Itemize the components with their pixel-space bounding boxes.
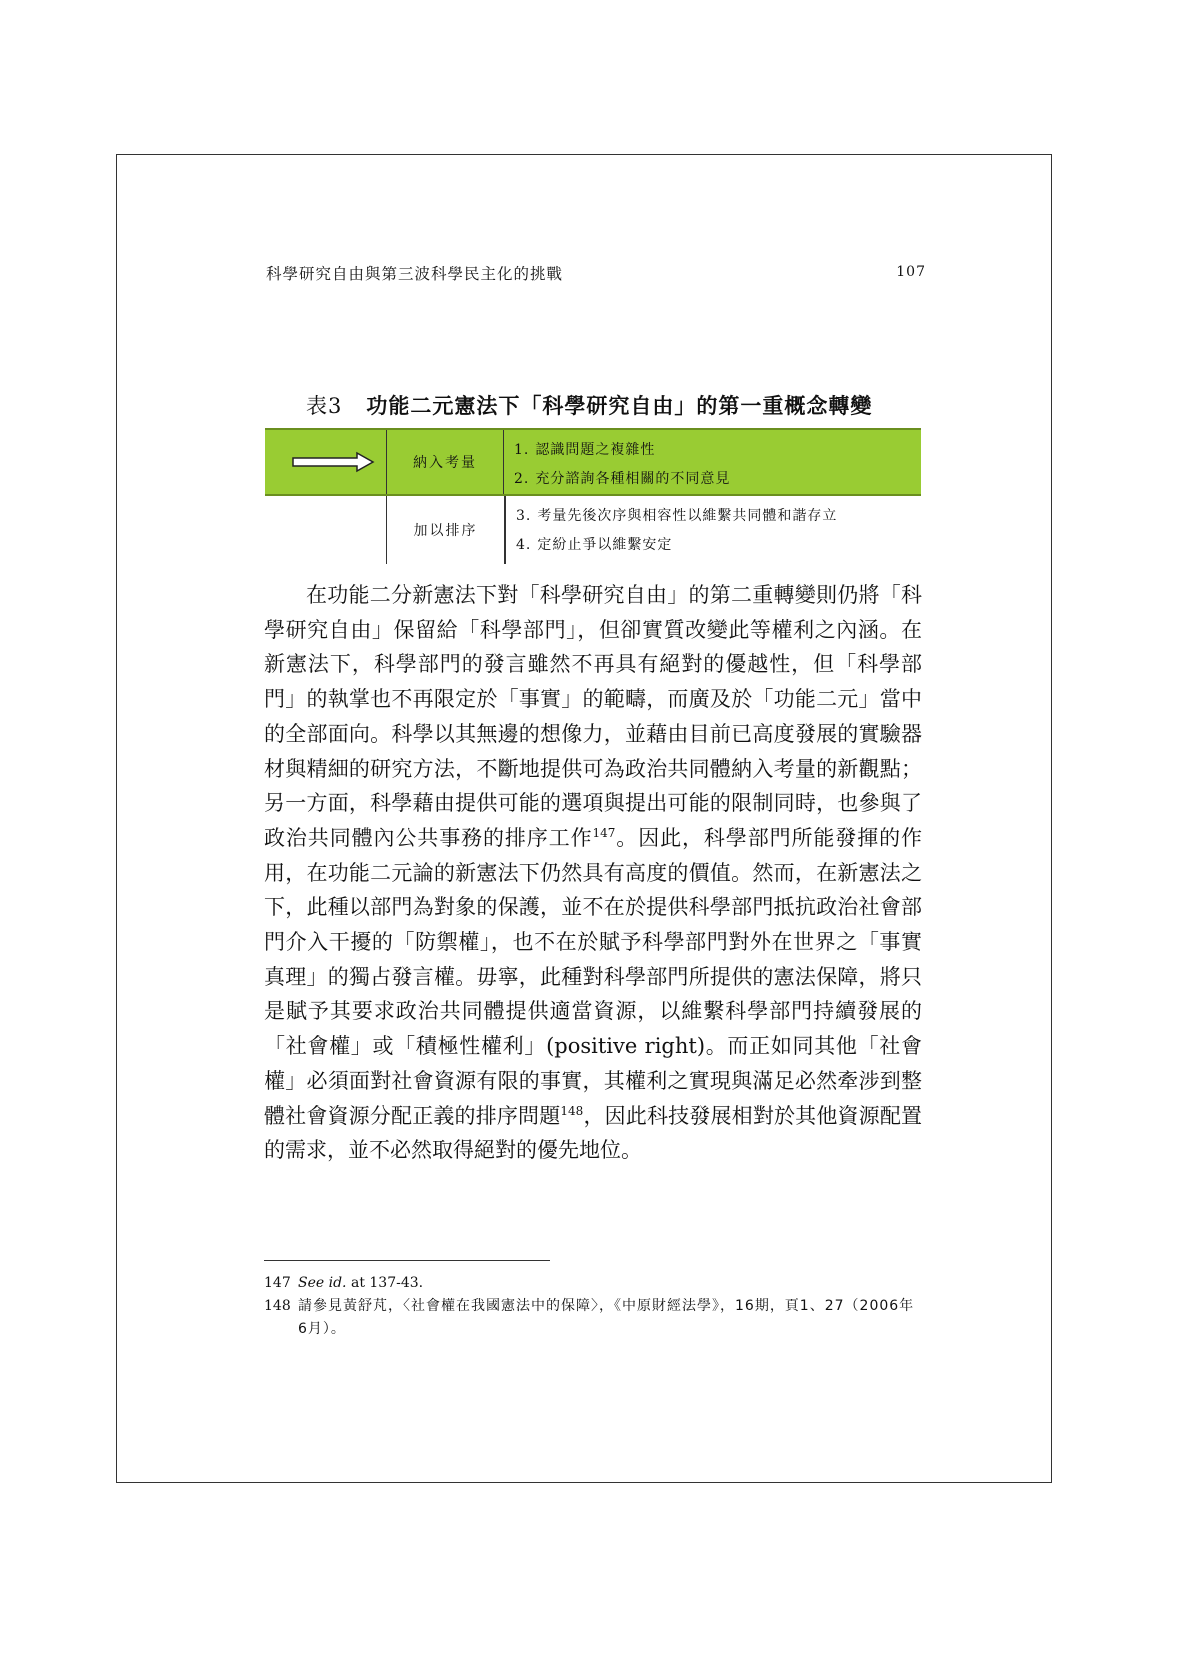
- page-number: 107: [896, 264, 926, 280]
- paragraph: [264, 578, 922, 1168]
- list-item: 3. 考量先後次序與相容性以維繫共同體和諧存立: [516, 508, 838, 524]
- table-caption: [306, 390, 872, 420]
- row-items: [504, 430, 921, 494]
- footnote: [264, 1272, 924, 1295]
- list-item: 4. 定紛止爭以維繫安定: [516, 537, 673, 553]
- body-paragraph: [264, 578, 922, 1168]
- running-head-title: 科學研究自由與第三波科學民主化的挑戰: [266, 265, 564, 283]
- paragraph-text: 。因此，科學部門所能發揮的作用，在功能二元論的新憲法下仍然具有高度的價值。然而，在新憲法之下，此種以部門為對象的保護，並不在於提供科學部門抵抗政治社會部門介入干擾的「防禦權」，也不在於賦予科學部門對外在世界之「事實真理」的獨占發言權。毋寧，此種對科學部門所提供的憲法保障，將只是賦予其要求政治共同體提供適當資源，以維繫科學部門持續發展的「社會權」或「積極性權利」: [264, 825, 923, 1059]
- footnote-text: at 137-43.: [346, 1275, 424, 1291]
- row-label: 加以排序: [386, 496, 504, 564]
- paragraph-text: ，因此科技發展相對於其他資源配置的需求，並不必然取得絕對的優先地位。: [264, 1103, 923, 1163]
- paragraph-text: 在功能二分新憲法下對「科學研究自由」的第二重轉變則仍將「科學研究自由」保留給「科學部門」，但卻實質改變此等權利之內涵。在新憲法下，科學部門的發言雖然不再具有絕對的優越性，但「科學部門」的執掌也不再限定於「事實」的範疇，而廣及於「功能二元」當中的全部面向。科學以其無邊的想像力，並藉由目前已高度發展的實驗器材與精細的研究方法，不斷地提供可為政治共同體納入考量的新觀點；另一方面，科學藉由提供可能的選項與提出可能的限制同時，也參與了政治共同體內公共事務的排序工作: [264, 583, 922, 850]
- arrow-cell: [265, 430, 386, 494]
- table-title: 功能二元憲法下「科學研究自由」的第一重概念轉變: [366, 394, 873, 418]
- footnote-ref[interactable]: 148: [560, 1103, 584, 1118]
- list-item: 2. 充分諮詢各種相關的不同意見: [514, 471, 731, 487]
- table-number: 表3: [306, 394, 343, 418]
- footnote-number: 147: [264, 1275, 291, 1291]
- table-row: [265, 496, 921, 564]
- running-head: [266, 262, 926, 284]
- list-item: 1. 認識問題之複雜性: [514, 442, 656, 458]
- footnotes: [264, 1272, 924, 1341]
- footnote: [264, 1295, 924, 1341]
- footnote-text: 請參見黃舒芃，〈社會權在我國憲法中的保障〉，《中原財經法學》，16期，頁1、27（2006年6月）。: [298, 1298, 915, 1337]
- footnote-divider: [264, 1260, 550, 1261]
- footnote-ref[interactable]: 147: [592, 825, 616, 840]
- concept-table: [265, 428, 921, 564]
- table-row: [265, 428, 921, 496]
- row-items: [504, 496, 921, 564]
- paragraph-text-latin: (positive right): [546, 1034, 706, 1059]
- right-arrow-icon: [265, 430, 386, 494]
- row-label: 納入考量: [386, 430, 504, 494]
- paragraph-text: 。而正如同其他「社會權」必須面對社會資源有限的事實，其權利之實現與滿足必然牽涉到整體社會資源分配正義的排序問題: [264, 1034, 923, 1128]
- footnote-number: 148: [264, 1298, 291, 1314]
- footnote-italic: See id.: [298, 1275, 347, 1291]
